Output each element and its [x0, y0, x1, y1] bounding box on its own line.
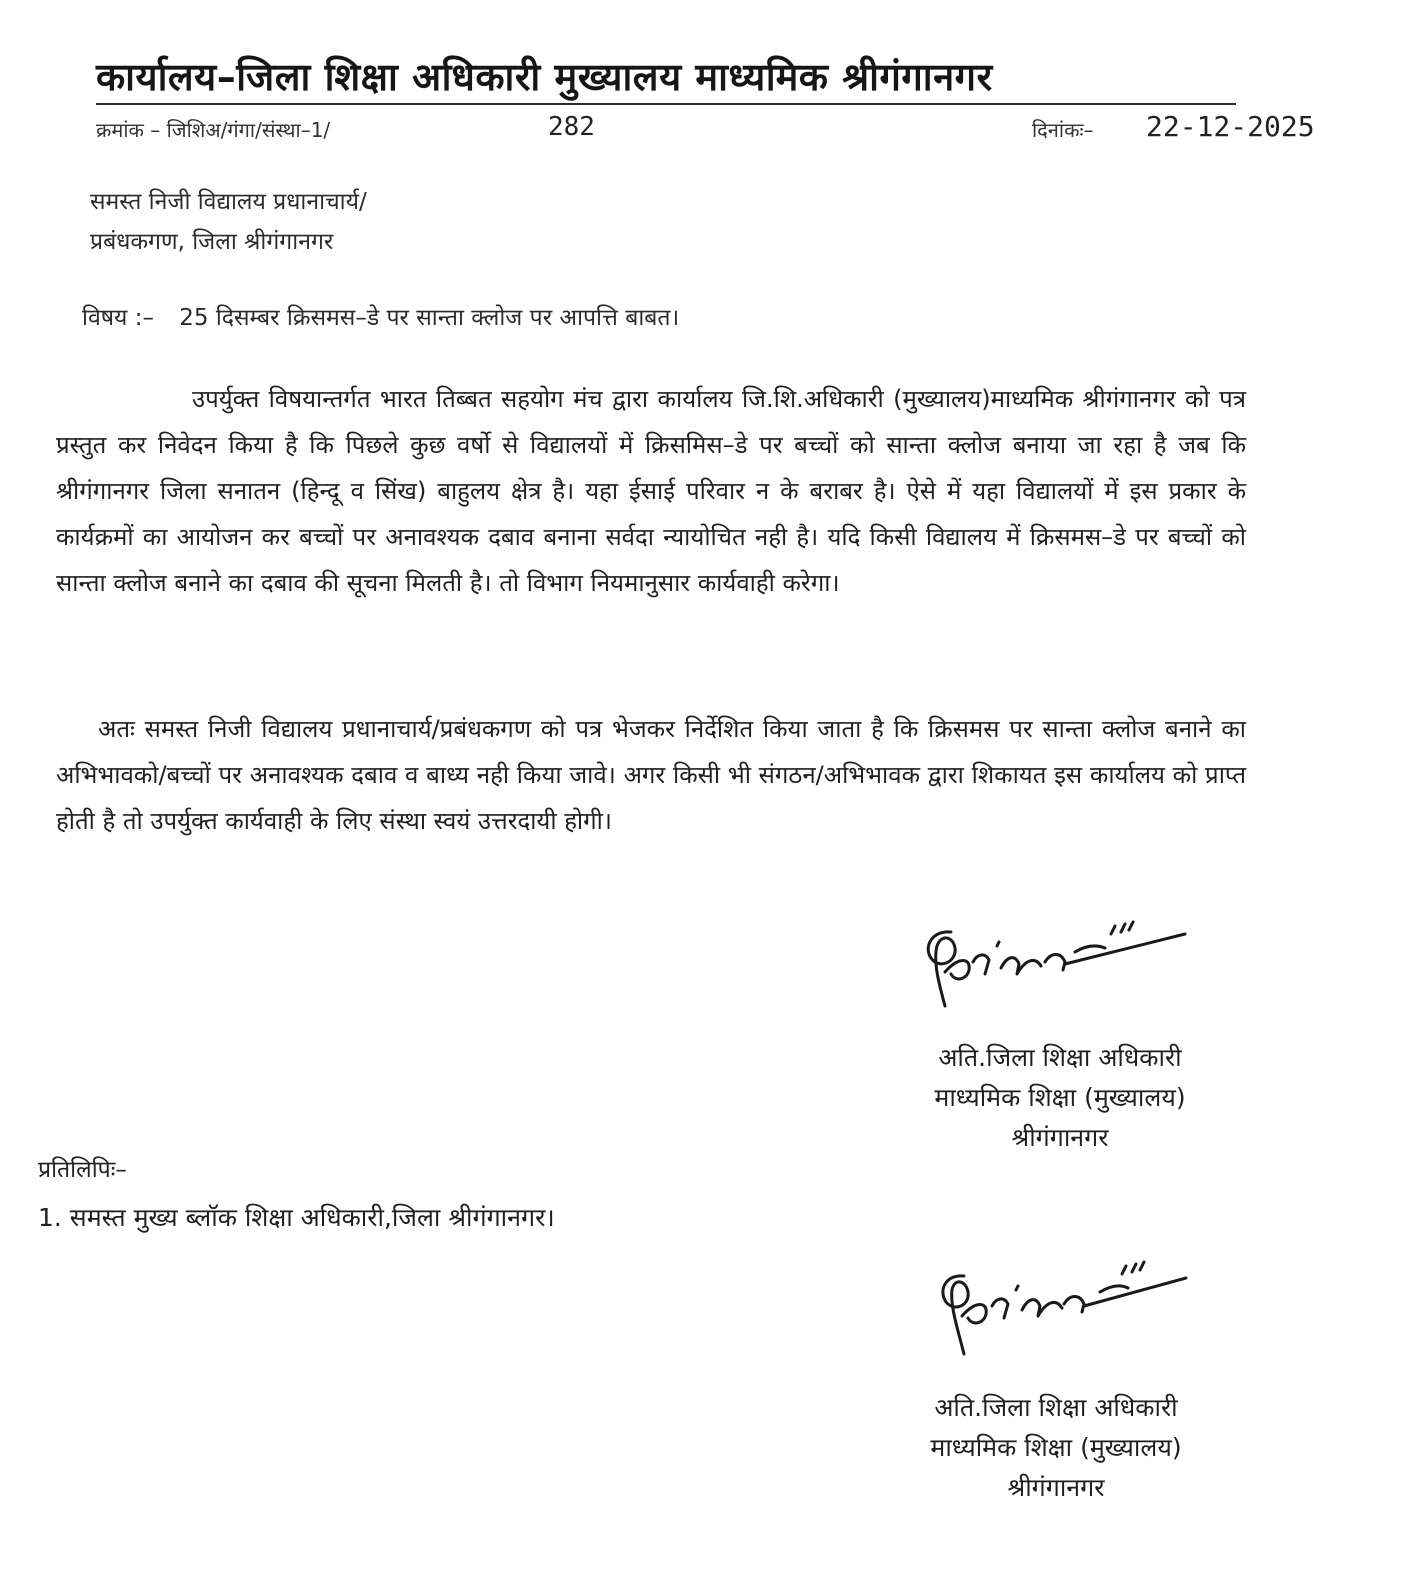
- signatory-block-1: [870, 1038, 1250, 1158]
- signature-1: [915, 912, 1195, 1027]
- signatory-2-designation: अति.जिला शिक्षा अधिकारी: [934, 1393, 1178, 1422]
- date-label: दिनांकः–: [1032, 118, 1094, 142]
- office-title: कार्यालय–जिला शिक्षा अधिकारी मुख्यालय माध्यमिक श्रीगंगानगर: [96, 55, 993, 99]
- signature-2: [930, 1250, 1200, 1365]
- reference-row: [96, 112, 1386, 152]
- copy-label: प्रतिलिपिः–: [38, 1157, 127, 1183]
- subject-line: [82, 300, 679, 332]
- signatory-2-place: श्रीगंगानगर: [1007, 1473, 1105, 1502]
- signatory-2-department: माध्यमिक शिक्षा (मुख्यालय): [930, 1433, 1182, 1462]
- subject-text: 25 दिसम्बर क्रिसमस–डे पर सान्ता क्लोज पर आपत्ति बाबत।: [179, 305, 680, 331]
- subject-label: विषय :–: [82, 305, 154, 331]
- body-paragraph-1: उपर्युक्त विषयान्तर्गत भारत तिब्बत सहयोग मंच द्वारा कार्यालय जि.शि.अधिकारी (मुख्यालय)माध्यमिक श्रीगंगानगर को पत्र प्रस्तुत कर निवेदन किया है कि पिछले कुछ वर्षो से विद्यालयों में क्रिसमिस–डे पर बच्चों को सान्ता क्लोज बनाया जा रहा है जब कि श्रीगंगानगर जिला सनातन (हिन्दू व सिंख) बाहुलय क्षेत्र है। यहा ईसाई परिवार न के बराबर है। ऐसे में यहा विद्यालयों में इस प्रकार के कार्यक्रमों का आयोजन कर बच्चों पर अनावश्यक दबाव बनाना सर्वदा न्यायोचित नही है। यदि किसी विद्यालय में क्रिसमस–डे पर बच्चों को सान्ता क्लोज बनाने का दबाव की सूचना मिलती है। तो विभाग नियमानुसार कार्यवाही करेगा।: [56, 385, 1246, 597]
- addressee-line-1: समस्त निजी विद्यालय प्रधानाचार्य/: [90, 189, 367, 215]
- date-value: 22-12-2025: [1146, 110, 1315, 143]
- header-underline: [96, 103, 1236, 105]
- reference-label: क्रमांक – जिशिअ/गंगा/संस्था–1/: [96, 118, 331, 142]
- signatory-1-designation: अति.जिला शिक्षा अधिकारी: [938, 1043, 1182, 1072]
- signatory-block-2: [866, 1388, 1246, 1508]
- copy-recipient-1: 1. समस्त मुख्य ब्लॉक शिक्षा अधिकारी,जिला श्रीगंगानगर।: [38, 1203, 555, 1232]
- reference-number: 282: [548, 112, 595, 142]
- body-paragraph-2: अतः समस्त निजी विद्यालय प्रधानाचार्य/प्रबंधकगण को पत्र भेजकर निर्देशित किया जाता है कि क्रिसमस पर सान्ता क्लोज बनाने का अभिभावको/बच्चों पर अनावश्यक दबाव व बाध्य नही किया जावे। अगर किसी भी संगठन/अभिभावक द्वारा शिकायत इस कार्यालय को प्राप्त होती है तो उपर्युक्त कार्यवाही के लिए संस्था स्वयं उत्तरदायी होगी।: [56, 715, 1246, 835]
- signatory-1-department: माध्यमिक शिक्षा (मुख्यालय): [934, 1083, 1186, 1112]
- addressee-line-2: प्रबंधकगण, जिला श्रीगंगानगर: [90, 229, 334, 255]
- signatory-1-place: श्रीगंगानगर: [1011, 1123, 1109, 1152]
